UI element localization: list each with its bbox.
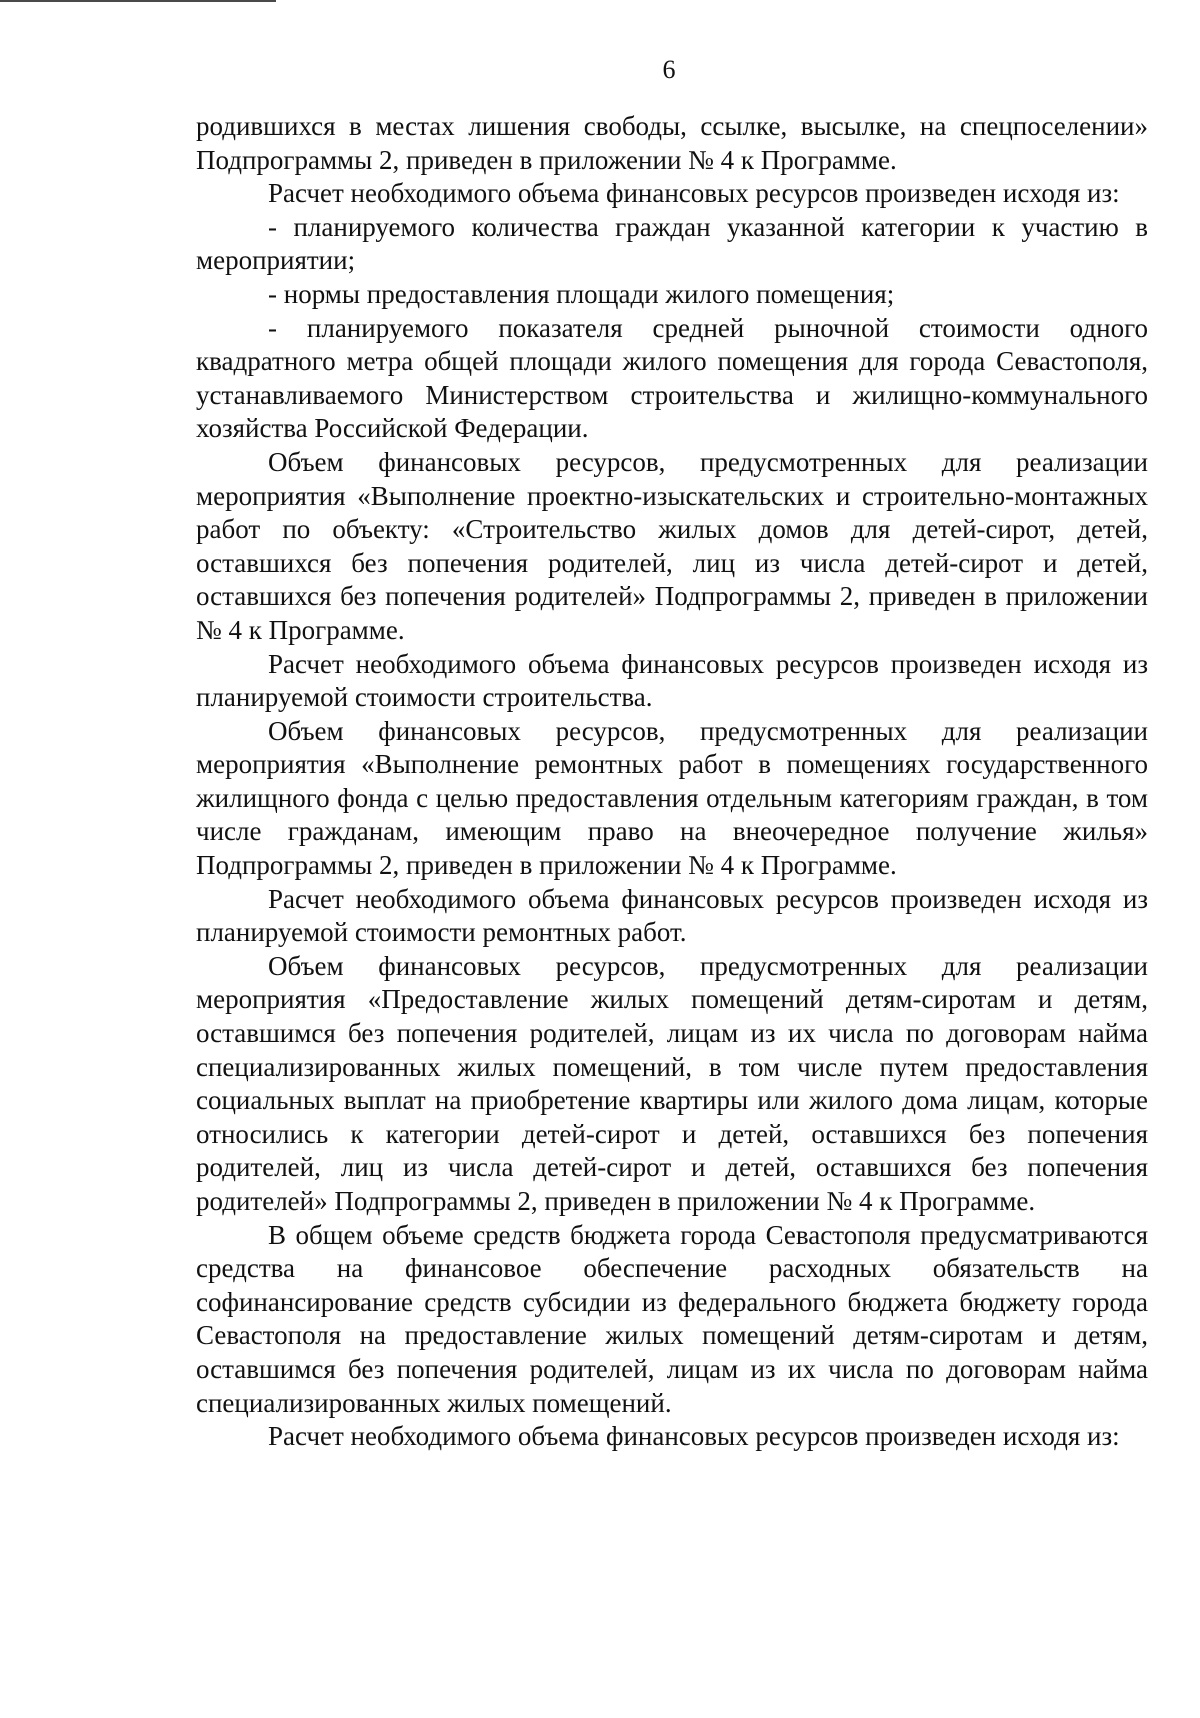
list-item: - планируемого показателя средней рыночной стоимости одного квадратного метра общей площади жилого помещения для города Севастополя, устанавливаемого Министерством строительства и жилищно-коммунального хозяйства Российской Федерации. [196, 312, 1148, 444]
document-body [196, 110, 1148, 1454]
paragraph: Объем финансовых ресурсов, предусмотренных для реализации мероприятия «Предоставление жилых помещений детям-сиротам и детям, оставшимся без попечения родителей, лицам из их числа по договорам найма специализированных жилых помещений, в том числе путем предоставления социальных выплат на приобретение квартиры или жилого дома лицам, которые относились к категории детей-сирот и детей, оставшихся без попечения родителей, лиц из числа детей-сирот и детей, оставшихся без попечения родителей» Подпрограммы 2, приведен в приложении № 4 к Программе. [196, 950, 1148, 1216]
paragraph: Расчет необходимого объема финансовых ресурсов произведен исходя из: [268, 178, 1120, 209]
scan-edge-mark [0, 0, 276, 2]
page-number: 6 [662, 55, 676, 84]
paragraph: Расчет необходимого объема финансовых ресурсов произведен исходя из: [268, 1421, 1120, 1452]
list-item: - планируемого количества граждан указанной категории к участию в мероприятии; [196, 211, 1148, 276]
paragraph: Объем финансовых ресурсов, предусмотренных для реализации мероприятия «Выполнение проектно-изыскательских и строительно-монтажных работ по объекту: «Строительство жилых домов для детей-сирот, детей, оставшихся без попечения родителей, лиц из числа детей-сирот и детей, оставшихся без попечения родителей» Подпрограммы 2, приведен в приложении № 4 к Программе. [196, 446, 1148, 645]
paragraph: Расчет необходимого объема финансовых ресурсов произведен исходя из планируемой стоимости строительства. [196, 648, 1148, 713]
paragraph: родившихся в местах лишения свободы, ссылке, высылке, на спецпоселении» Подпрограммы 2, приведен в приложении № 4 к Программе. [196, 111, 1148, 175]
paragraph: Расчет необходимого объема финансовых ресурсов произведен исходя из планируемой стоимости ремонтных работ. [196, 883, 1148, 948]
paragraph: В общем объеме средств бюджета города Севастополя предусматриваются средства на финансовое обеспечение расходных обязательств на софинансирование средств субсидии из федерального бюджета бюджету города Севастополя на предоставление жилых помещений детям-сиротам и детям, оставшимся без попечения родителей, лицам из их числа по договорам найма специализированных жилых помещений. [196, 1219, 1148, 1418]
list-item: - нормы предоставления площади жилого помещения; [268, 278, 895, 309]
paragraph: Объем финансовых ресурсов, предусмотренных для реализации мероприятия «Выполнение ремонтных работ в помещениях государственного жилищного фонда с целью предоставления отдельным категориям граждан, в том числе гражданам, имеющим право на внеочередное получение жилья» Подпрограммы 2, приведен в приложении № 4 к Программе. [196, 715, 1148, 881]
